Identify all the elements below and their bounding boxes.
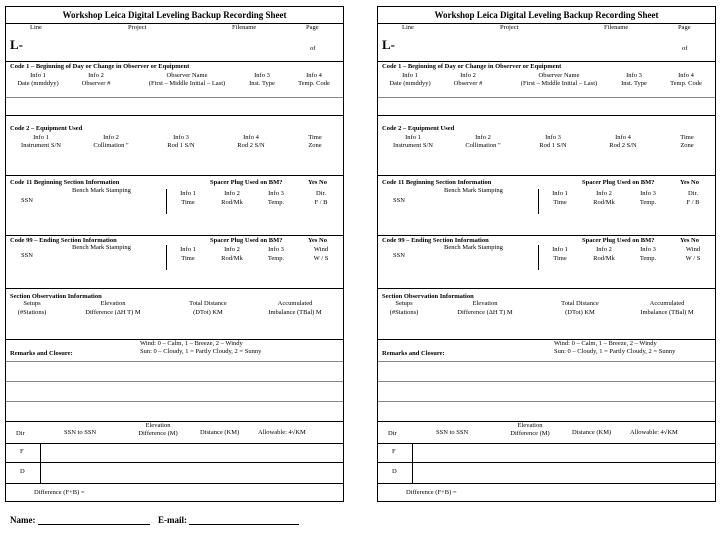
email-field[interactable] <box>189 515 299 525</box>
closure-row-f: F <box>392 448 396 455</box>
closure-difference: Difference (F+B) = <box>406 489 457 496</box>
code2-heading: Code 2 – Equipment Used <box>10 125 83 132</box>
code2-sub: Rod 2 S/N <box>609 142 637 149</box>
code1-sub: Date (mmddyy) <box>389 80 431 87</box>
code1-sub: Observer # <box>81 80 111 87</box>
code99-yes-no: Yes No <box>680 237 699 244</box>
code99-label: Info 1 <box>552 246 568 253</box>
section-obs-label: Total Distance <box>189 300 227 307</box>
code99-label: Info 2 <box>224 246 240 253</box>
code1-sub: Temp. Code <box>670 80 702 87</box>
section-obs-sub: Imbalance (TBal) M <box>268 309 322 316</box>
code11-bench-mark: Bench Mark Stamping <box>444 187 503 194</box>
header-label-filename: Filename <box>232 24 257 31</box>
email-label: E-mail: <box>158 515 187 525</box>
code2-sub: Rod 2 S/N <box>237 142 265 149</box>
code11-sub: Temp. <box>639 199 657 206</box>
code11-sub: Rod/Mk <box>593 199 615 206</box>
wind-legend: Wind: 0 – Calm, 1 – Breeze, 2 – Windy <box>554 340 657 347</box>
code1-label: Observer Name <box>538 72 580 79</box>
section-obs-label: Setups <box>395 300 413 307</box>
remarks-heading: Remarks and Closure: <box>10 350 73 357</box>
code11-spacer: Spacer Plug Used on BM? <box>582 179 655 186</box>
code11-label: Info 1 <box>552 190 568 197</box>
code99-label: Info 2 <box>596 246 612 253</box>
code2-label: Info 3 <box>545 134 561 141</box>
closure-dir: Dir <box>16 430 25 437</box>
code99-heading: Code 99 – Ending Section Information <box>10 237 117 244</box>
code1-sub: Observer # <box>453 80 483 87</box>
name-field[interactable] <box>38 515 150 525</box>
code11-sub: F / B <box>686 199 700 206</box>
code99-label: Info 3 <box>640 246 656 253</box>
code11-yes-no: Yes No <box>680 179 699 186</box>
code11-label: Info 2 <box>596 190 612 197</box>
section-obs-sub: (#Stations) <box>17 309 47 316</box>
remarks-heading: Remarks and Closure: <box>382 350 445 357</box>
closure-dir: Dir <box>388 430 397 437</box>
header-label-filename: Filename <box>604 24 629 31</box>
code11-bench-mark: Bench Mark Stamping <box>72 187 131 194</box>
code99-label: Wind <box>685 246 701 253</box>
code1-label: Info 1 <box>30 72 46 79</box>
closure-ssn-to-ssn: SSN to SSN <box>64 429 97 436</box>
page-of: of <box>310 45 316 52</box>
code1-label: Info 1 <box>402 72 418 79</box>
code99-label: Info 3 <box>268 246 284 253</box>
code1-heading: Code 1 – Beginning of Day or Change in Observer or Equipment <box>10 63 190 70</box>
header-label-page: Page <box>306 24 319 31</box>
code2-sub: Instrument S/N <box>393 142 433 149</box>
closure-row-d: D <box>392 468 397 475</box>
code2-heading: Code 2 – Equipment Used <box>382 125 455 132</box>
code2-label: Info 1 <box>33 134 49 141</box>
code1-label: Info 3 <box>254 72 270 79</box>
recording-sheet-left <box>5 6 344 502</box>
code11-spacer: Spacer Plug Used on BM? <box>210 179 283 186</box>
section-obs-label: Total Distance <box>561 300 599 307</box>
code2-sub: Rod 1 S/N <box>539 142 567 149</box>
code2-label: Info 4 <box>615 134 631 141</box>
code2-label: Time <box>308 134 322 141</box>
section-obs-label: Accumulated <box>649 300 685 307</box>
code1-label: Info 4 <box>306 72 322 79</box>
code99-sub: Temp. <box>267 255 285 262</box>
code99-sub: Time <box>553 255 567 262</box>
code11-sub: F / B <box>314 199 328 206</box>
code99-label: Info 1 <box>180 246 196 253</box>
footer <box>10 515 299 525</box>
code99-sub: Rod/Mk <box>221 255 243 262</box>
code11-label: Info 1 <box>180 190 196 197</box>
code11-sub: Time <box>553 199 567 206</box>
section-obs-sub: Difference (ΔH T) M <box>457 309 513 316</box>
code2-sub: Collimation " <box>465 142 501 149</box>
code11-label: Info 2 <box>224 190 240 197</box>
code1-sub: Inst. Type <box>249 80 275 87</box>
sheet-title: Workshop Leica Digital Leveling Backup Recording Sheet <box>434 10 659 20</box>
closure-allowable: Allowable: 4√KM <box>630 429 678 436</box>
section-obs-sub: (DTot) KM <box>193 309 223 316</box>
code2-label: Info 4 <box>243 134 259 141</box>
code99-spacer: Spacer Plug Used on BM? <box>582 237 655 244</box>
code11-label: Dir. <box>316 190 326 197</box>
code11-heading: Code 11 Beginning Section Information <box>382 179 492 186</box>
code1-sub: Temp. Code <box>298 80 330 87</box>
sheet-title: Workshop Leica Digital Leveling Backup Recording Sheet <box>62 10 287 20</box>
closure-row-f: F <box>20 448 24 455</box>
code11-sub: Time <box>181 199 195 206</box>
code2-label: Info 3 <box>173 134 189 141</box>
page-of: of <box>682 45 688 52</box>
name-label: Name: <box>10 515 36 525</box>
line-value: L- <box>10 37 23 52</box>
code99-yes-no: Yes No <box>308 237 327 244</box>
code2-label: Info 1 <box>405 134 421 141</box>
closure-ssn-to-ssn: SSN to SSN <box>436 429 469 436</box>
header-label-page: Page <box>678 24 691 31</box>
closure-allowable: Allowable: 4√KM <box>258 429 306 436</box>
code99-sub: Rod/Mk <box>593 255 615 262</box>
code99-bench-mark: Bench Mark Stamping <box>72 244 131 251</box>
code99-label: Wind <box>313 246 329 253</box>
section-obs-label: Elevation <box>100 300 126 307</box>
code2-sub: Instrument S/N <box>21 142 61 149</box>
code99-bench-mark: Bench Mark Stamping <box>444 244 503 251</box>
code99-sub: Time <box>181 255 195 262</box>
code1-label: Info 2 <box>88 72 104 79</box>
line-value: L- <box>382 37 395 52</box>
section-obs-heading: Section Observation Information <box>10 293 102 300</box>
code2-sub: Zone <box>308 142 322 149</box>
section-obs-label: Elevation <box>472 300 498 307</box>
code1-label: Observer Name <box>166 72 208 79</box>
sun-legend: Sun: 0 – Cloudy, 1 = Partly Cloudy, 2 = Sunny <box>554 348 676 355</box>
code2-label: Info 2 <box>475 134 491 141</box>
code2-label: Info 2 <box>103 134 119 141</box>
recording-sheet-right <box>377 6 716 502</box>
code2-label: Time <box>680 134 694 141</box>
code1-sub: (First – Middle Initial – Last) <box>520 80 598 87</box>
closure-elev-l1: Elevation <box>145 422 171 429</box>
section-obs-sub: (#Stations) <box>389 309 419 316</box>
code99-sub: W / S <box>313 255 329 262</box>
section-obs-sub: Imbalance (TBal) M <box>640 309 694 316</box>
code1-heading: Code 1 – Beginning of Day or Change in Observer or Equipment <box>382 63 562 70</box>
code2-sub: Rod 1 S/N <box>167 142 195 149</box>
code2-sub: Zone <box>680 142 694 149</box>
header-label-project: Project <box>128 24 147 31</box>
code99-ssn: SSN <box>393 252 405 259</box>
code11-ssn: SSN <box>393 197 405 204</box>
header-label-line: Line <box>402 24 414 31</box>
wind-legend: Wind: 0 – Calm, 1 – Breeze, 2 – Windy <box>140 340 243 347</box>
code1-sub: (First – Middle Initial – Last) <box>148 80 226 87</box>
sun-legend: Sun: 0 – Cloudy, 1 = Partly Cloudy, 2 = Sunny <box>140 348 262 355</box>
closure-elev-l1: Elevation <box>517 422 543 429</box>
code99-ssn: SSN <box>21 252 33 259</box>
closure-elev-l2: Difference (M) <box>510 430 550 437</box>
code11-label: Info 3 <box>640 190 656 197</box>
code11-label: Info 3 <box>268 190 284 197</box>
closure-distance: Distance (KM) <box>200 429 240 436</box>
code1-label: Info 4 <box>678 72 694 79</box>
closure-distance: Distance (KM) <box>572 429 612 436</box>
section-obs-label: Accumulated <box>277 300 313 307</box>
code99-sub: W / S <box>685 255 701 262</box>
section-obs-sub: Difference (ΔH T) M <box>85 309 141 316</box>
code99-sub: Temp. <box>639 255 657 262</box>
code2-sub: Collimation " <box>93 142 129 149</box>
closure-difference: Difference (F+B) = <box>34 489 85 496</box>
section-obs-heading: Section Observation Information <box>382 293 474 300</box>
closure-row-d: D <box>20 468 25 475</box>
code1-sub: Inst. Type <box>621 80 647 87</box>
code11-heading: Code 11 Beginning Section Information <box>10 179 120 186</box>
code1-label: Info 3 <box>626 72 642 79</box>
code99-heading: Code 99 – Ending Section Information <box>382 237 489 244</box>
closure-elev-l2: Difference (M) <box>138 430 178 437</box>
code11-ssn: SSN <box>21 197 33 204</box>
code11-yes-no: Yes No <box>308 179 327 186</box>
code99-spacer: Spacer Plug Used on BM? <box>210 237 283 244</box>
header-label-project: Project <box>500 24 519 31</box>
section-obs-label: Setups <box>23 300 41 307</box>
section-obs-sub: (DTot) KM <box>565 309 595 316</box>
code11-label: Dir. <box>688 190 698 197</box>
code1-sub: Date (mmddyy) <box>17 80 59 87</box>
code11-sub: Temp. <box>267 199 285 206</box>
code1-label: Info 2 <box>460 72 476 79</box>
code11-sub: Rod/Mk <box>221 199 243 206</box>
header-label-line: Line <box>30 24 42 31</box>
